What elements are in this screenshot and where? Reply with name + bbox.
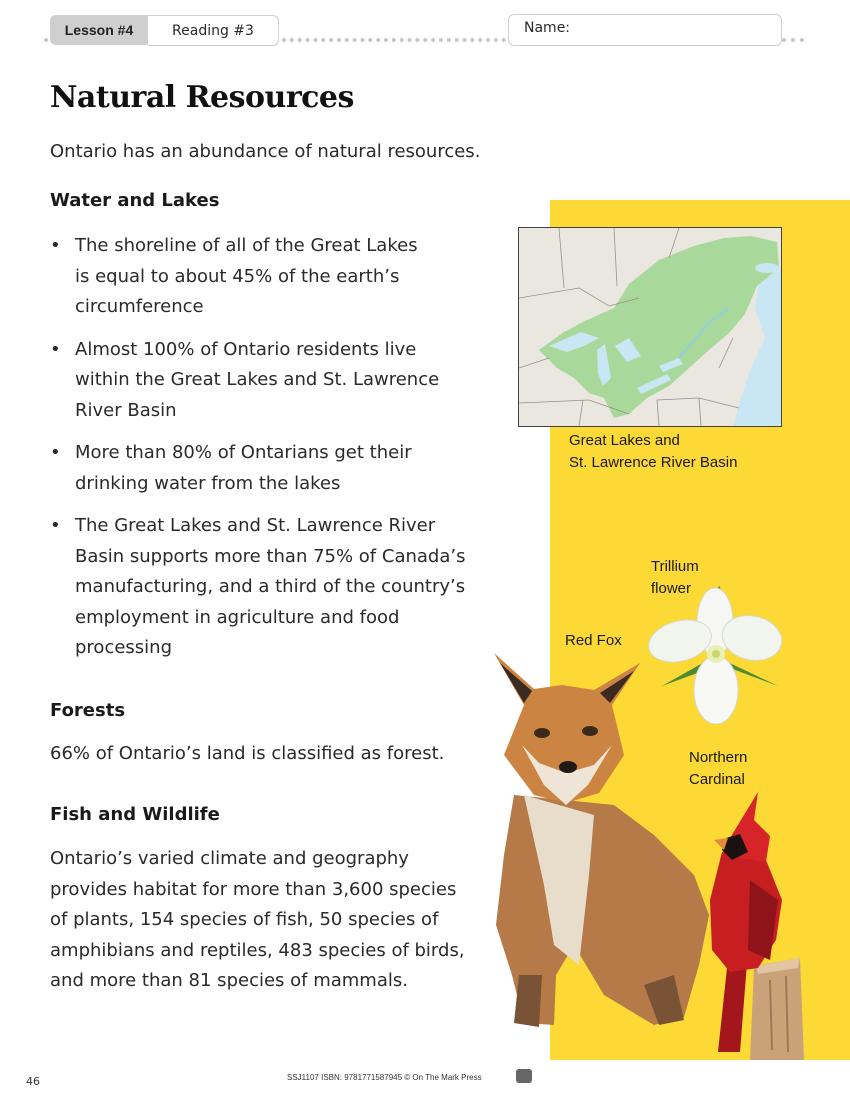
water-bullet-list — [50, 231, 500, 676]
great-lakes-basin-map — [518, 227, 782, 427]
heading-fish-wildlife: Fish and Wildlife — [50, 804, 220, 825]
page-title: Natural Resources — [50, 80, 354, 115]
bullet-item: • The Great Lakes and St. Lawrence River Basin supports more than 75% of Canada’s manufacturing, and a third of the country’s employment in agriculture and food processing — [50, 511, 500, 664]
bullet-item: • The shoreline of all of the Great Lakes is equal to about 45% of the earth’s circumference — [50, 231, 500, 323]
bullet-item: • Almost 100% of Ontario residents live within the Great Lakes and St. Lawrence River Basin — [50, 335, 500, 427]
header-dots-right — [782, 38, 804, 42]
northern-cardinal-image — [700, 790, 812, 1060]
forests-text: 66% of Ontario’s land is classified as forest. — [50, 743, 445, 764]
reading-tab: Reading #3 — [148, 15, 279, 46]
cardinal-caption: Northern Cardinal — [689, 749, 748, 788]
publisher-logo-icon — [516, 1069, 532, 1083]
map-illustration — [519, 228, 781, 426]
page-number: 46 — [26, 1075, 40, 1088]
name-label: Name: — [524, 20, 571, 36]
intro-text: Ontario has an abundance of natural resources. — [50, 141, 481, 162]
wildlife-paragraph: Ontario’s varied climate and geography provides habitat for more than 3,600 species of plants, 154 species of fish, 50 species of amphibians and reptiles, 483 species of birds, and more than 81 species of mammals. — [50, 848, 465, 991]
lesson-tab: Lesson #4 — [50, 15, 148, 45]
header-dots-middle — [282, 38, 506, 42]
bullet-item: • More than 80% of Ontarians get their drinking water from the lakes — [50, 438, 500, 499]
red-fox-image — [484, 645, 720, 1030]
heading-water-lakes: Water and Lakes — [50, 190, 220, 211]
footer-publisher-info: SSJ1107 ISBN: 9781771587945 © On The Mark Press — [287, 1073, 482, 1082]
trillium-caption: Trillium flower — [651, 558, 699, 597]
map-caption: Great Lakes and St. Lawrence River Basin — [569, 432, 738, 471]
fox-caption: Red Fox — [565, 632, 622, 649]
heading-forests: Forests — [50, 700, 126, 721]
